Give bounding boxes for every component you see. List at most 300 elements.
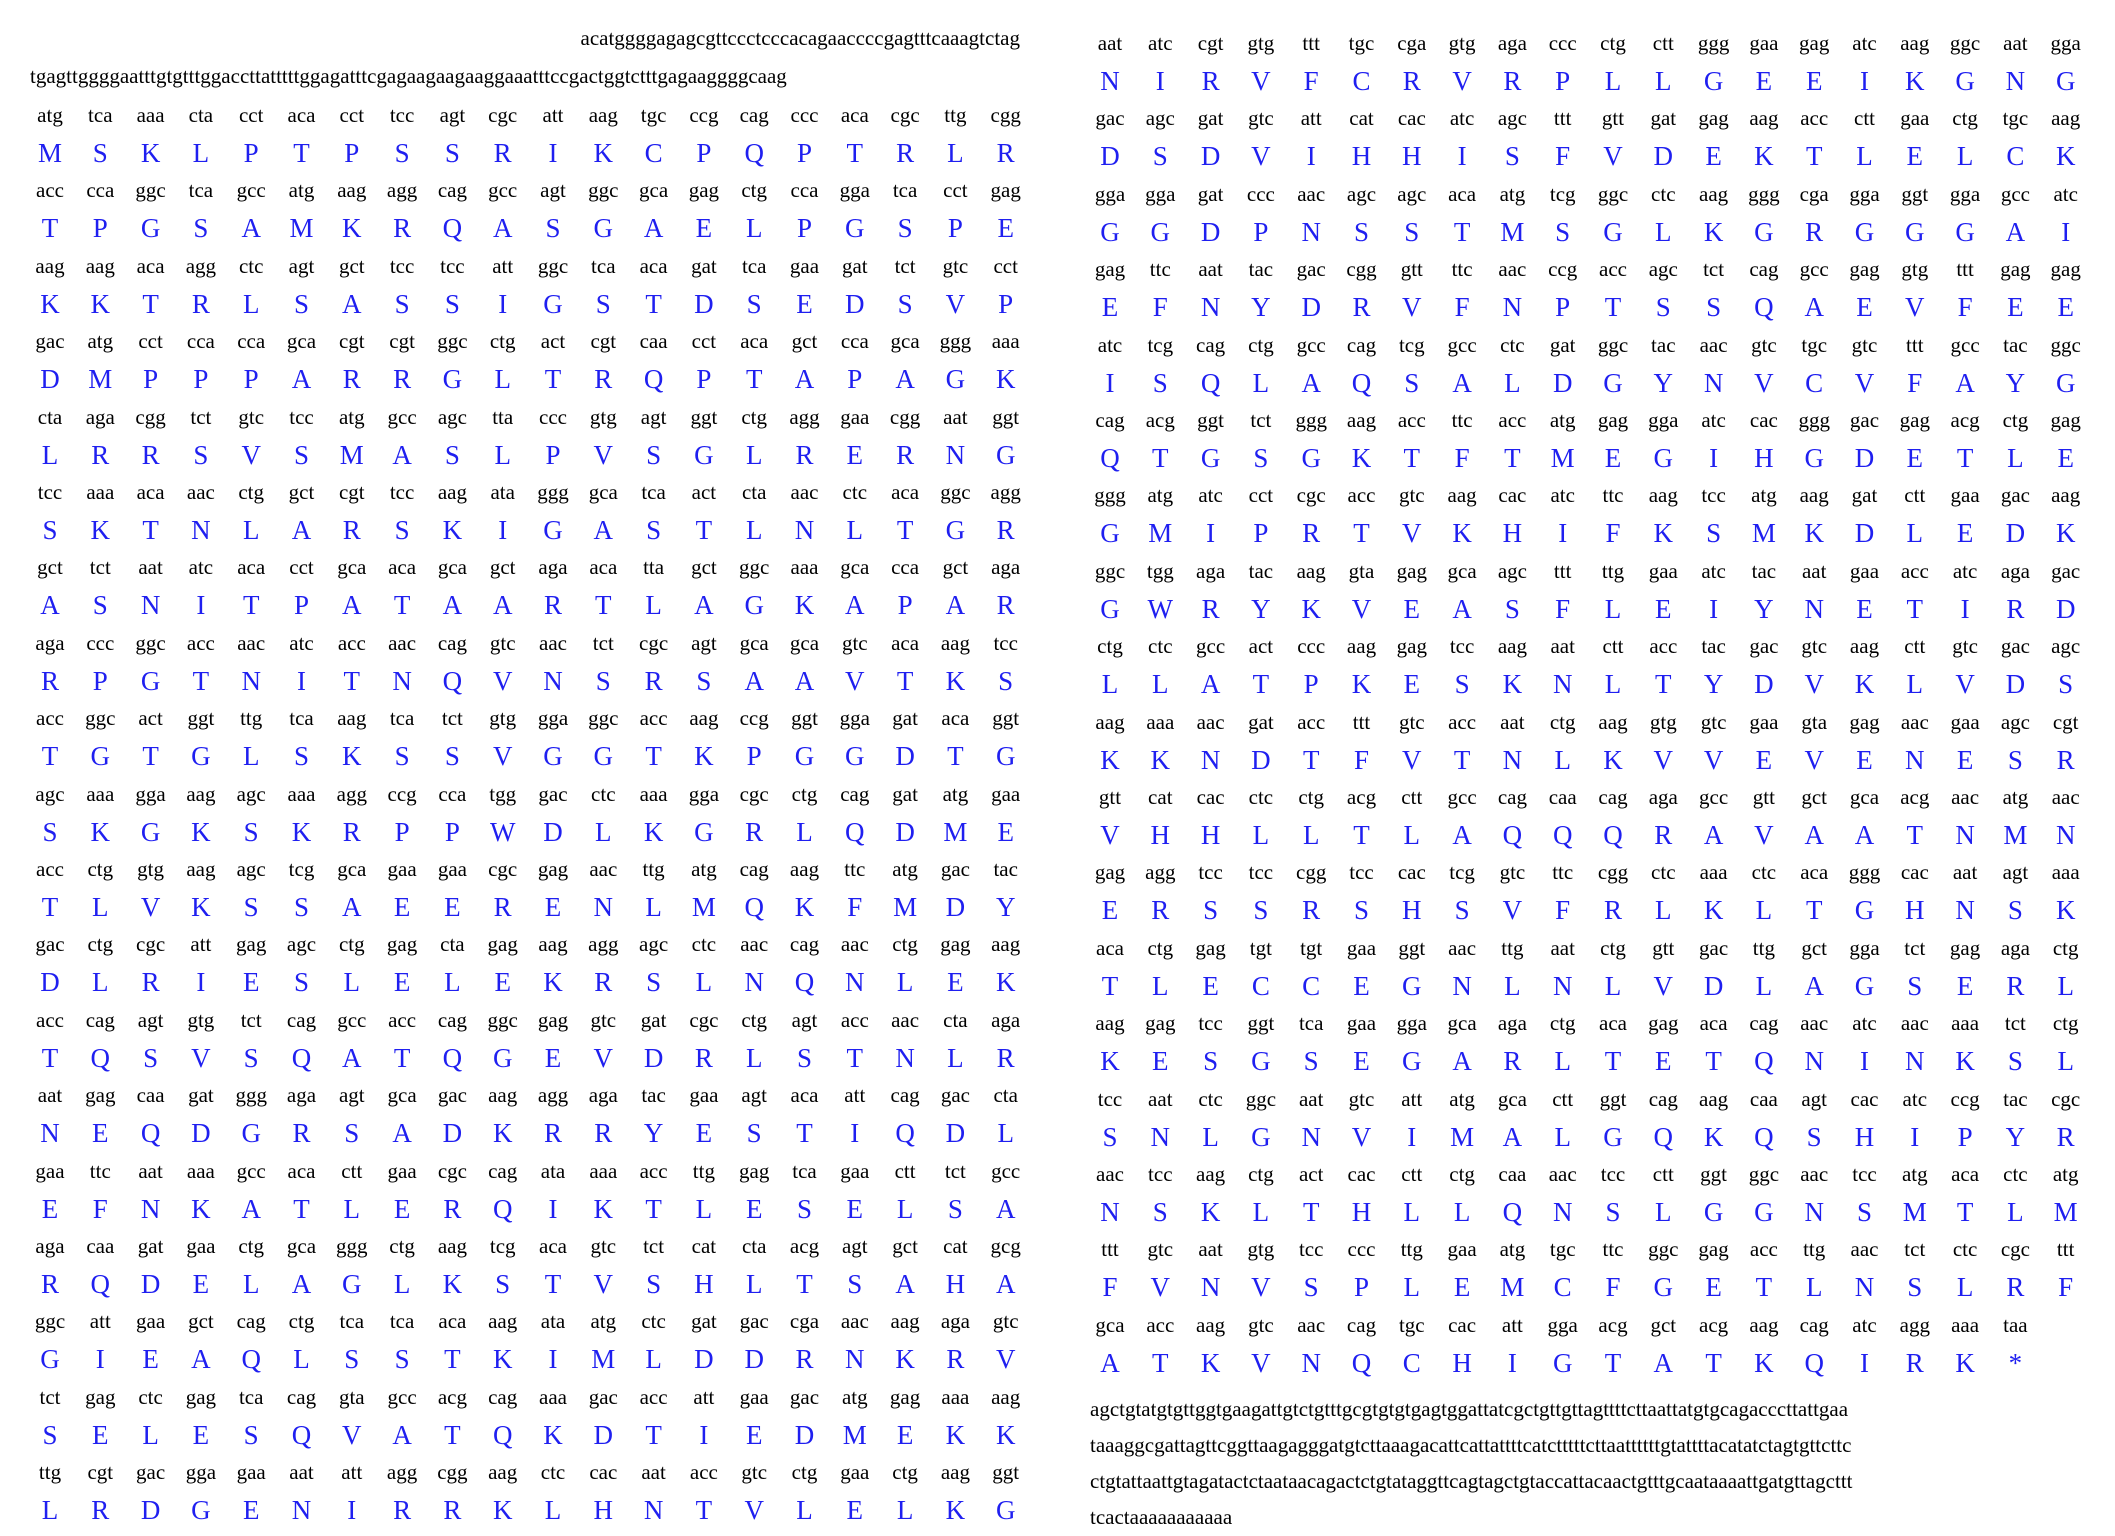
- codon: gca: [286, 329, 317, 354]
- amino-acid: N: [1955, 820, 1975, 850]
- amino-acid: L: [745, 213, 763, 244]
- amino-acid: Y: [2005, 1121, 2026, 1152]
- amino-acid: L: [242, 741, 260, 772]
- amino-acid: S: [1203, 1046, 1219, 1077]
- codon: att: [341, 1460, 363, 1485]
- codon: act: [691, 480, 717, 504]
- amino-acid: N: [1804, 1197, 1824, 1227]
- amino-acid: R: [996, 138, 1015, 168]
- amino-acid: G: [845, 213, 865, 244]
- amino-acid: N: [1150, 1121, 1171, 1152]
- amino-acid: R: [493, 892, 512, 922]
- codon: gca: [890, 329, 920, 354]
- codon: tgc: [1398, 1312, 1425, 1337]
- amino-acid: A: [191, 1344, 211, 1375]
- amino-acid: R: [2006, 1272, 2025, 1303]
- amino-acid: G: [694, 816, 714, 847]
- codon: aag: [789, 857, 820, 881]
- codon: gtc: [841, 630, 868, 655]
- amino-acid: R: [493, 138, 512, 168]
- amino-acid: S: [1303, 1046, 1319, 1077]
- amino-acid: R: [1503, 66, 1522, 96]
- codon: tct: [190, 404, 212, 429]
- codon: ttt: [2056, 1237, 2075, 1262]
- downstream-line: tcactaaaaaaaaaaa: [1090, 1505, 1233, 1530]
- amino-acid: E: [1906, 443, 1924, 473]
- amino-acid: W: [489, 816, 516, 847]
- amino-acid: A: [1653, 1347, 1674, 1378]
- amino-acid: E: [997, 213, 1014, 244]
- codon: aga: [991, 1007, 1021, 1032]
- codon: aac: [1850, 1237, 1879, 1262]
- codon: ctc: [1148, 634, 1173, 659]
- amino-acid: N: [2005, 66, 2026, 96]
- codon: gat: [188, 1083, 214, 1108]
- codon: ctt: [894, 1158, 916, 1183]
- amino-acid: G: [995, 741, 1016, 772]
- codon: aag: [488, 1309, 518, 1334]
- amino-acid: D: [744, 1344, 764, 1375]
- codon: tct: [643, 1234, 665, 1258]
- amino-acid: T: [695, 1495, 713, 1526]
- amino-acid: T: [41, 1042, 59, 1073]
- amino-acid: E: [1805, 66, 1823, 96]
- codon: aag: [337, 178, 367, 203]
- codon: ctg: [741, 1007, 768, 1032]
- codon: ggg: [1798, 408, 1830, 432]
- codon: gct: [791, 329, 818, 354]
- codon: tcg: [1398, 332, 1425, 357]
- amino-acid: M: [1902, 1197, 1927, 1227]
- amino-acid: K: [342, 741, 362, 772]
- codon: tcg: [288, 857, 315, 881]
- amino-acid: K: [90, 288, 111, 319]
- amino-acid: A: [342, 892, 362, 922]
- amino-acid: D: [895, 816, 915, 847]
- amino-acid: S: [1253, 895, 1269, 926]
- amino-acid: S: [646, 967, 662, 998]
- codon: ctg: [1600, 31, 1626, 55]
- amino-acid: V: [342, 1419, 362, 1450]
- amino-acid: R: [694, 1042, 713, 1073]
- codon: acc: [1397, 408, 1426, 432]
- amino-acid: K: [945, 1419, 966, 1450]
- codon: aat: [641, 1460, 666, 1485]
- amino-acid: T: [1655, 669, 1672, 700]
- amino-acid: P: [1303, 669, 1319, 700]
- amino-acid: G: [1955, 66, 1975, 96]
- codon: gac: [2000, 634, 2030, 659]
- codon: gct: [1801, 785, 1828, 809]
- codon: ttc: [1552, 860, 1574, 885]
- codon: gca: [437, 555, 467, 580]
- codon: gag: [739, 1158, 770, 1183]
- amino-acid: H: [1402, 895, 1422, 926]
- amino-acid: T: [1403, 443, 1421, 473]
- amino-acid: G: [1301, 443, 1321, 473]
- codon: cct: [289, 555, 314, 580]
- amino-acid: D: [442, 1118, 463, 1149]
- amino-acid: Q: [1200, 367, 1221, 398]
- amino-acid: D: [2055, 593, 2076, 624]
- codon: acg: [1950, 408, 1980, 432]
- amino-acid: T: [393, 1042, 411, 1073]
- codon: agg: [537, 1083, 569, 1108]
- amino-acid: K: [1301, 593, 1321, 624]
- amino-acid: T: [846, 1042, 864, 1073]
- amino-acid: P: [193, 364, 209, 395]
- codon: tcc: [1198, 1011, 1223, 1036]
- amino-acid: K: [1150, 744, 1171, 775]
- codon: gaa: [1447, 1237, 1477, 1262]
- amino-acid: S: [1404, 216, 1420, 247]
- codon: ctc: [138, 1384, 163, 1409]
- codon: aac: [1548, 1162, 1577, 1186]
- codon: agc: [236, 781, 266, 806]
- codon: aag: [1346, 408, 1377, 432]
- amino-acid: G: [1754, 216, 1774, 247]
- codon: gaa: [1346, 1011, 1377, 1036]
- codon: cta: [993, 1083, 1018, 1108]
- amino-acid: L: [1202, 1121, 1219, 1152]
- codon: gga: [839, 178, 870, 203]
- codon: tac: [1701, 634, 1726, 659]
- codon: agt: [640, 404, 667, 429]
- codon: cag: [1497, 785, 1527, 809]
- amino-acid: E: [1956, 518, 1974, 549]
- codon: tcg: [489, 1234, 516, 1258]
- amino-acid: C: [1402, 1347, 1421, 1378]
- amino-acid: S: [1152, 367, 1168, 398]
- codon: gaa: [136, 1309, 166, 1334]
- amino-acid: G: [191, 1495, 211, 1526]
- codon: ggg: [235, 1083, 267, 1108]
- codon: cta: [188, 103, 214, 127]
- amino-acid: N: [1905, 1046, 1925, 1077]
- codon: aat: [1198, 257, 1223, 282]
- codon: aga: [2000, 935, 2030, 960]
- codon: atc: [1701, 408, 1726, 432]
- amino-acid: K: [995, 364, 1016, 395]
- amino-acid: G: [995, 439, 1016, 470]
- amino-acid: S: [1454, 669, 1470, 700]
- amino-acid: S: [1353, 216, 1370, 247]
- codon: aca: [1599, 1011, 1627, 1036]
- codon: ccc: [539, 404, 567, 429]
- amino-acid: N: [392, 665, 412, 696]
- amino-acid: L: [846, 515, 864, 545]
- codon: cac: [1347, 1162, 1376, 1186]
- codon: gga: [1145, 181, 1176, 206]
- codon: acc: [639, 1158, 668, 1183]
- amino-acid: K: [442, 1269, 463, 1299]
- amino-acid: G: [1150, 216, 1171, 247]
- amino-acid: S: [1856, 1197, 1873, 1227]
- amino-acid: V: [593, 439, 614, 470]
- amino-acid: D: [1301, 292, 1321, 323]
- amino-acid: D: [643, 1042, 664, 1073]
- amino-acid: A: [241, 1193, 261, 1224]
- codon: acg: [1598, 1312, 1628, 1337]
- codon: ggt: [1901, 181, 1929, 206]
- amino-acid: M: [1500, 216, 1525, 247]
- amino-acid: S: [42, 816, 58, 847]
- amino-acid: L: [1504, 970, 1521, 1001]
- amino-acid: R: [2056, 744, 2075, 775]
- amino-acid: L: [1604, 970, 1622, 1001]
- codon: atg: [1499, 181, 1526, 206]
- codon: ctc: [691, 932, 717, 957]
- amino-acid: F: [92, 1193, 108, 1224]
- amino-acid: E: [1152, 1046, 1169, 1077]
- amino-acid: N: [1200, 1272, 1221, 1303]
- codon: aac: [1800, 1162, 1829, 1186]
- codon: gtc: [1147, 1237, 1174, 1262]
- codon: ggc: [85, 706, 116, 731]
- codon: ttt: [1553, 558, 1572, 583]
- amino-acid: G: [845, 741, 865, 772]
- amino-acid: G: [2055, 66, 2076, 96]
- codon: tgt: [1249, 935, 1272, 960]
- amino-acid: E: [393, 967, 411, 998]
- codon: aca: [287, 1158, 316, 1183]
- amino-acid: K: [492, 1118, 513, 1149]
- amino-acid: R: [2006, 593, 2025, 624]
- codon: acg: [1145, 408, 1175, 432]
- amino-acid: H: [1150, 820, 1171, 850]
- amino-acid: E: [846, 1193, 864, 1224]
- amino-acid: P: [92, 665, 108, 696]
- codon: tcc: [37, 480, 63, 504]
- codon: ggt: [1700, 1162, 1728, 1186]
- codon: ttt: [1553, 106, 1572, 131]
- codon: gag: [940, 932, 971, 957]
- codon: gct: [37, 555, 63, 580]
- amino-acid: L: [393, 1269, 411, 1299]
- codon: tca: [339, 1309, 365, 1334]
- codon: gcc: [1447, 332, 1477, 357]
- amino-acid: Q: [1100, 443, 1120, 473]
- amino-acid: A: [794, 665, 815, 696]
- amino-acid: I: [548, 138, 558, 168]
- amino-acid: L: [41, 1495, 59, 1526]
- amino-acid: S: [595, 288, 611, 319]
- amino-acid: G: [744, 590, 764, 621]
- amino-acid: I: [1457, 141, 1467, 172]
- amino-acid: R: [2006, 970, 2025, 1001]
- amino-acid: C: [1805, 367, 1824, 398]
- codon: gct: [1801, 935, 1828, 960]
- amino-acid: S: [92, 138, 108, 168]
- amino-acid: V: [1100, 820, 1120, 850]
- amino-acid: T: [142, 741, 159, 772]
- amino-acid: K: [1351, 669, 1372, 700]
- amino-acid: H: [1402, 141, 1422, 172]
- amino-acid: L: [796, 1495, 813, 1526]
- amino-acid: E: [1101, 895, 1119, 926]
- amino-acid: R: [342, 515, 361, 545]
- amino-acid: F: [1353, 744, 1370, 775]
- codon: att: [1501, 1312, 1523, 1337]
- amino-acid: E: [393, 892, 411, 922]
- amino-acid: N: [1552, 669, 1573, 700]
- codon: gac: [789, 1384, 820, 1409]
- amino-acid: A: [593, 515, 614, 545]
- codon: ggc: [1597, 181, 1629, 206]
- amino-acid: Q: [1754, 1046, 1774, 1077]
- amino-acid: E: [846, 439, 864, 470]
- codon: ctg: [87, 932, 114, 957]
- codon: gca: [840, 555, 870, 580]
- codon: ctt: [1552, 1086, 1574, 1111]
- amino-acid: Q: [442, 665, 463, 696]
- codon: acc: [689, 1460, 718, 1485]
- codon: aac: [1096, 1162, 1124, 1186]
- amino-acid: L: [695, 1193, 713, 1224]
- amino-acid: E: [1856, 292, 1873, 323]
- codon: ttg: [944, 103, 967, 127]
- codon: atc: [1550, 483, 1575, 508]
- amino-acid: L: [645, 892, 662, 922]
- codon: aag: [1699, 181, 1729, 206]
- amino-acid: A: [442, 590, 463, 621]
- codon: ctg: [741, 404, 768, 429]
- amino-acid: G: [2055, 367, 2076, 398]
- codon: ggc: [940, 480, 971, 504]
- amino-acid: T: [1705, 1046, 1722, 1077]
- amino-acid: K: [1754, 141, 1774, 172]
- codon: agg: [1145, 860, 1176, 885]
- amino-acid: A: [492, 213, 513, 244]
- amino-acid: K: [895, 1344, 915, 1375]
- codon: gaa: [1900, 106, 1930, 131]
- amino-acid: V: [845, 665, 865, 696]
- amino-acid: Q: [1351, 1347, 1372, 1378]
- amino-acid: E: [1755, 66, 1773, 96]
- codon: aac: [186, 480, 215, 504]
- codon: gaa: [1849, 558, 1880, 583]
- amino-acid: I: [1105, 367, 1115, 398]
- amino-acid: F: [1152, 292, 1168, 323]
- amino-acid: D: [1653, 141, 1674, 172]
- codon: ccg: [1950, 1086, 1980, 1111]
- amino-acid: N: [895, 1042, 915, 1073]
- amino-acid: S: [1152, 141, 1168, 172]
- amino-acid: E: [695, 213, 713, 244]
- amino-acid: K: [543, 967, 563, 998]
- codon: aac: [1800, 1011, 1829, 1036]
- amino-acid: K: [1100, 1046, 1120, 1077]
- codon: cac: [1448, 1312, 1477, 1337]
- amino-acid: H: [1754, 443, 1774, 473]
- codon: aag: [488, 1460, 518, 1485]
- amino-acid: R: [795, 1344, 814, 1375]
- amino-acid: L: [1906, 518, 1924, 549]
- amino-acid: V: [744, 1495, 764, 1526]
- codon: tac: [1248, 558, 1274, 583]
- amino-acid: M: [691, 892, 716, 922]
- amino-acid: R: [1302, 518, 1321, 549]
- codon: gaa: [186, 1234, 216, 1258]
- codon: aag: [1648, 483, 1678, 508]
- amino-acid: A: [895, 1269, 915, 1299]
- codon: cag: [286, 1007, 317, 1032]
- codon: aat: [1148, 1086, 1173, 1111]
- amino-acid: A: [40, 590, 60, 621]
- codon: gaa: [991, 781, 1021, 806]
- codon: aca: [1800, 860, 1829, 885]
- codon: aac: [840, 1309, 869, 1334]
- codon: gcc: [236, 1158, 266, 1183]
- codon: gtc: [1348, 1086, 1375, 1111]
- codon: gct: [942, 555, 969, 580]
- codon: cgt: [338, 480, 365, 504]
- codon: aca: [891, 480, 920, 504]
- codon: gag: [1698, 1237, 1729, 1262]
- amino-acid: S: [2007, 895, 2023, 926]
- codon: aat: [1198, 1237, 1223, 1262]
- amino-acid: K: [1351, 443, 1372, 473]
- codon: gcc: [1799, 257, 1829, 282]
- amino-acid: S: [1504, 593, 1520, 624]
- codon: gag: [487, 932, 518, 957]
- amino-acid: L: [1755, 970, 1773, 1001]
- codon: ctg: [1097, 634, 1123, 659]
- codon: tcc: [993, 630, 1018, 655]
- codon: gca: [337, 857, 367, 881]
- codon: cag: [1799, 1312, 1829, 1337]
- codon: ctg: [1549, 709, 1576, 734]
- codon: aag: [588, 103, 618, 127]
- codon: gac: [1296, 257, 1326, 282]
- amino-acid: Y: [2005, 367, 2026, 398]
- amino-acid: S: [193, 213, 209, 244]
- amino-acid: Y: [995, 892, 1016, 922]
- amino-acid: A: [1804, 820, 1824, 850]
- amino-acid: Q: [442, 213, 463, 244]
- codon: atc: [1852, 1011, 1877, 1036]
- codon: cta: [943, 1007, 968, 1032]
- codon: aat: [1550, 634, 1575, 659]
- codon: ggt: [992, 706, 1020, 731]
- codon: tcc: [1148, 1162, 1173, 1186]
- amino-acid: E: [444, 892, 461, 922]
- codon: ctc: [641, 1309, 666, 1334]
- amino-acid: Q: [90, 1042, 111, 1073]
- amino-acid: M: [842, 1419, 867, 1450]
- codon: agt: [791, 1007, 818, 1032]
- amino-acid: Q: [1804, 1347, 1824, 1378]
- codon: ggg: [1094, 483, 1126, 508]
- codon: acc: [1649, 634, 1678, 659]
- amino-acid: G: [1402, 970, 1422, 1001]
- amino-acid: L: [997, 1118, 1014, 1149]
- amino-acid: Q: [1502, 820, 1523, 850]
- amino-acid: C: [1553, 1272, 1572, 1303]
- codon: gca: [1849, 785, 1880, 809]
- amino-acid: Q: [140, 1118, 161, 1149]
- codon: gac: [35, 329, 65, 354]
- amino-acid: L: [896, 1495, 914, 1526]
- codon: ggc: [437, 329, 468, 354]
- amino-acid: T: [444, 1419, 461, 1450]
- codon: cga: [1799, 181, 1829, 206]
- codon: agc: [236, 857, 266, 881]
- amino-acid: P: [344, 138, 360, 168]
- codon: gtt: [1752, 785, 1775, 809]
- codon: aag: [437, 480, 467, 504]
- amino-acid: G: [1402, 1046, 1422, 1077]
